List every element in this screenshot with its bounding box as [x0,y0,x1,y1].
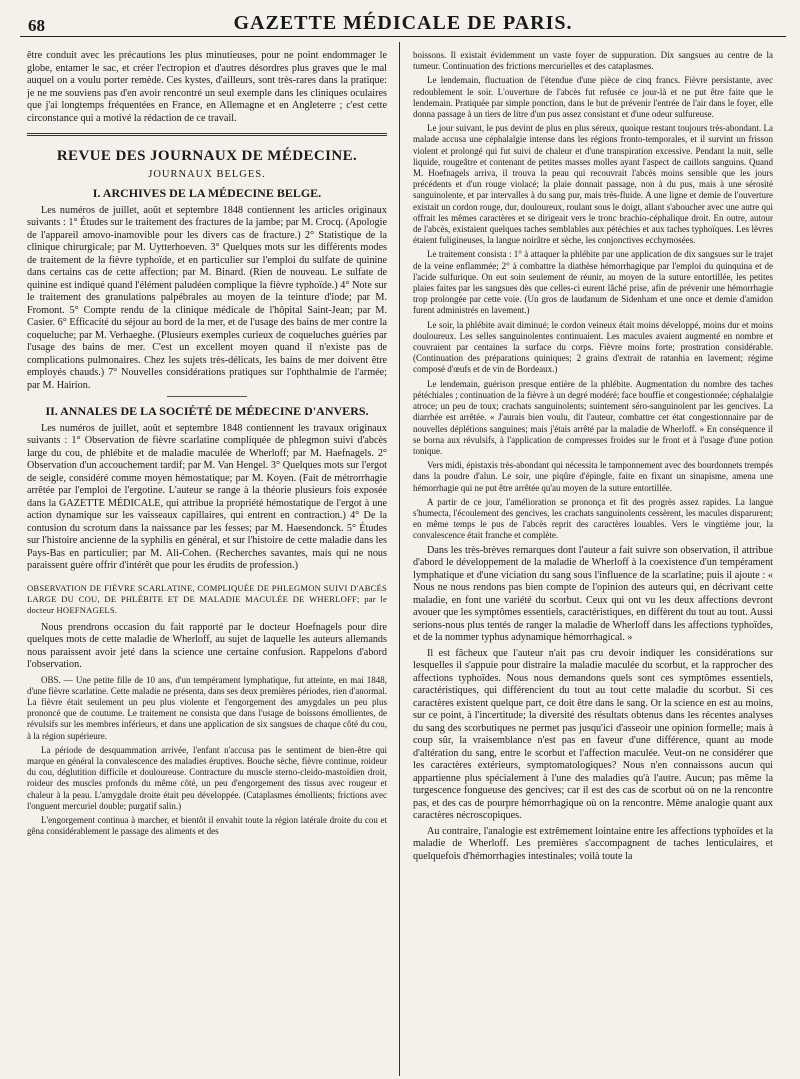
right-paragraph-1: boissons. Il existait évidemment un vaste foyer de suppuration. Dix sangsues au centre de la tumeur. Continuation des frictions mercurielles et des cataplasmes. [413,50,773,72]
observation-paragraph-2: La période de desquammation arrivée, l'enfant n'accusa pas le sentiment de bien-être qui marque en général la convalescence des maladies éruptives. Bouche sèche, fièvre continue, roideur du cou, déglutition difficile et douloureuse. Contracture du muscle sterno-cleido-mastoïdien droit, roideur des muscles profonds du même côté, un peu d'engorgement des tissus avec rougeur et chaleur à la peau. L'amygdale droite était peu développée. (Cataplasmes émollients; frictions avec l'onguent mercuriel double; purgatif salin.) [27,744,387,811]
annales-text: Les numéros de juillet, août et septembre 1848 contiennent les travaux originaux suivants : 1° Observation de fièvre scarlatine compliquée de phlegmon suivi d'abcès large du cou, de phlébite et de maladie maculée de Wherloff; par M. Haefnagels. 2° Observation d'un accouchement tardif; par M. Van Hengel. 3° Quelques mots sur l'ergot de seigle, considéré comme moyen hémostatique; par M. Koyen. (Fait de métrorrhagie arrêtée par l'emploi de l'ergotine. L'auteur se range à la théorie plusieurs fois exposée dans la GAZETTE MÉDICALE, qui attribue la propriété hémostatique de l'ergot à une action dynamique sur les vaisseaux capillaires, qui entrent en contraction.) 4° De la contusion du scrotum dans la naissance par les fesses; par M. Haesendonck. 5° Études sur l'histoire ancienne de la syphilis en général, et sur l'histoire de cette maladie dans les Pays-Bas en particulier; par M. Ali-Cohen. (Recherches savantes, mais qui ne nous paraissent guère offrir d'intérêt que pour les érudits de profession.) [27,422,387,571]
intro-paragraph: être conduit avec les précautions les plus minutieuses, pour ne point endommager le globe, entamer le sac, et créer l'ectropion et d'autres désordres plus graves que le mal auquel on a voulu porter remède. Ces kystes, d'ailleurs, sont très-rares dans la pratique: je ne me souviens pas d'en avoir rencontré un seul exemple dans les cliniques oculaires que j'ai longtemps fréquentées en France, en Allemagne et en Angleterre ; c'est cette circonstance qui a motivé la rédaction de ce travail. [27,50,387,124]
right-paragraph-7: Vers midi, épistaxis très-abondant qui nécessita le tamponnement avec des bourdonnets trempés dans la poudre d'alun. Le soir, une piqûre d'épingle, faite en fixant un sinapisme, amena une hémorrhagie qui ne put être arrêtée qu'au moyen de la suture entortillée. [413,460,773,493]
column-divider [399,42,400,1076]
right-paragraph-9: Dans les très-brèves remarques dont l'auteur a fait suivre son observation, il attribue d'abord le développement de la maladie de Wherloff à la coexistence d'un tempérament lymphatique et d'une viciation du sang sous l'influence de la scarlatine; puis il ajoute : « Nous ne nous rendons pas bien compte de l'opinion des auteurs qui, en décrivant cette maladie, en font une variété du scorbut. Ceux qui ont vu les deux affections devront avouer que les symptômes essentiels, caractéristiques, en diffèrent du tout au tout. Aussi serions-nous plus tentés de ranger la maladie de Wherloff dans les affections typhoïdes, et de la nommer typhus adynamique hémorrhagical. » [413,544,773,644]
observation-title: OBSERVATION DE FIÈVRE SCARLATINE, COMPLIQUÉE DE PHLEGMON SUIVI D'ABCÈS LARGE DU COU, DE PHLÉBITE ET DE MALADIE MACULÉE DE WHERLOFF; par le docteur HOEFNAGELS. [27,582,387,615]
observation-paragraph-1: OBS. — Une petite fille de 10 ans, d'un tempérament lymphatique, fut atteinte, en mai 1848, d'une fièvre scarlatine. Cette maladie ne présenta, dans ses deux premières périodes, rien d'anormal. La fièvre était seulement un peu plus violente et l'engorgement des amygdales un peu plus prononcé que de coutume. Le traitement ne consista que dans l'usage de boissons émollientes, de révulsifs sur les membres inférieurs, et dans une application de six sangsues de chaque côté du cou, à la région supérieure. [27,674,387,741]
section-divider [27,133,387,136]
revue-title: REVUE DES JOURNAUX DE MÉDECINE. [56,148,358,164]
right-paragraph-10: Il est fâcheux que l'auteur n'ait pas cru devoir indiquer les considérations sur lesquelles il s'appuie pour distraire la maladie maculée du scorbut, et la rapprocher des affections typhoïdes. Nous nous demandons quels sont ces symptômes essentiels, caractéristiques, qui différencient du tout au tout cette maladie du scorbut. Si ces caractères existent quelque part, ce doit être dans le sang. Or la science en est au moins, sur ce point, à l'incertitude; la diversité des résultats obtenus dans les récentes analyses du sang des scorbutiques ne permet pas jusqu'ici d'asseoir une opinion formelle; mais à coup sûr, la vraisemblance n'est pas en faveur d'une différence, quant au mode d'altération du sang, entre le scorbut et l'affection maculée. Veut-on ne considérer que les caractères extérieurs, symptomatologiques? Nous n'en connaissons aucun qui appartienne plus spécialement à l'une des maladies qu'à l'autre. Aucun; pas même la turgescence fongueuse des gencives; car il est des cas de scorbut où on ne la rencontre pas, et des cas de pourpre hémorrhagique où on la rencontre. Même analogie quant aux caractères nécroscopiques. [413,647,773,822]
right-paragraph-8: A partir de ce jour, l'amélioration se prononça et fit des progrès assez rapides. La langue s'humecta, l'écoulement des gencives, les crachats sanguinolents cessèrent, les macules disparurent; en même temps le pus de l'abcès reprit des caractères louables. Vers le vingtième jour, la convalescence était franche et complète. [413,496,773,541]
left-column [27,50,387,1074]
right-paragraph-11: Au contraire, l'analogie est extrêmement lointaine entre les affections typhoïdes et la maladie de Wherloff. Les premières s'accompagnent de taches lenticulaires, et quelquefois d'hémorrhagies intestinales; voilà toute la [413,825,773,862]
archives-heading: I. ARCHIVES DE LA MÉDECINE BELGE. [92,186,322,200]
right-paragraph-6: Le lendemain, guérison presque entière de la phlébite. Augmentation du nombre des taches pétéchiales ; continuation de la fièvre à un degré modéré; face bouffie et congestionnée; céphalalgie atroce; un peu de toux; crachats sanguinolents; suintement séro-sanguinolent par les gencives. La diarrhée est arrêtée. « J'aurais bien voulu, dit l'auteur, combattre cet état congestionnaire par de nouvelles déplétions sanguines; mais j'étais arrêté par la maladie de Wherloff. » En conséquence il se borna aux révulsifs, à l'application de compresses froides sur le front et à l'usage d'une potion tonique. [413,378,773,456]
right-paragraph-5: Le soir, la phlébite avait diminué; le cordon veineux était moins développé, moins dur et moins douloureux. Les selles sanguinolentes continuaient. Les macules avaient augmenté en nombre et couvraient par centaines la surface du corps. Fièvre moins forte; prostration considérable. (Continuation des préparations quiniques; 2 grains d'extrait de ratanhia en lavement; régime composé d'œufs et de vin de Bordeaux.) [413,319,773,375]
right-column [413,50,773,1074]
right-paragraph-4: Le traitement consista : 1° à attaquer la phlébite par une application de dix sangsues sur le trajet de la veine enflammée; 2° à combattre la diathèse hémorrhagique par l'emploi du quinquina et de l'acide sulfurique. On eut soin seulement de réunir, au moyen de la suture entortillée, les petites plaies faites par les sangsues dès que celles-ci eurent lâché prise, afin de prévenir une hémorrhagie trop prolongée par cette voie. (Un gros de laudanum de Sidenham et une once et demie d'amidon furent administrés en lavement.) [413,249,773,316]
observation-paragraph-3: L'engorgement continua à marcher, et bientôt il envahit toute la région latérale droite du cou et gêna considérablement le passage des aliments et des [27,814,387,837]
right-paragraph-3: Le jour suivant, le pus devint de plus en plus séreux, quoique restant toujours très-abondant. La malade accusa une céphalalgie intense dans les régions fronto-temporales, et il survint un frisson violent et prolongé qui fut suivi de chaleur et d'une transpiration excessive. Pendant la nuit, selle liquide, rougeâtre et contenant de petites masses molles ayant l'aspect de caillots sanguins. Quand M. Hoefnagels arriva, il trouva la peau qui recouvrait l'abcès moins sensible que les jours précédents et d'un rouge violacé; la plaie donnait passage, non à du pus, mais à une sérosité sanguinolente, et par intervalles à du sang pur, mais très-fluide. A une ligne et demie de l'ouverture existait un cordon rouge, dur, douloureux, roulant sous le doigt, allant s'aboucher avec une autre qui offrait les mêmes caractères et se dirigeait vers le tronc brachio-céphalique droit. En outre, autour de l'abcès, existaient quelques taches semblables aux pétéchies et aux taches typhoïques. Les lèvres étaient fuligineuses, la langue noirâtre et sèche, les conjonctives ecchymosées. [413,123,773,246]
journaux-belges-heading: JOURNAUX BELGES. [148,168,266,180]
page-number: 68 [28,16,45,35]
short-rule [167,396,247,397]
archives-text: Les numéros de juillet, août et septembre 1848 contiennent les articles originaux suivants : 1° Études sur le traitement des fractures de la jambe; par M. Crocq. (Apologie de l'appareil amovo-inamovible pour les divers cas de fracture.) 2° Statistique de la clinique chirurgicale; par M. Uytterhoeven. 3° Quelques mots sur les différents modes de traitement de la fièvre typhoïde, et en particulier sur l'emploi du sulfate de quinine dans certains cas de cette affection; par M. Binard. (Rien de nouveau. Le sulfate de quinine est indiqué quand l'élément paludéen complique la fièvre typhoïde.) 4° Note sur le traitement des granulations palpébrales au moyen de la teinture d'iode; par M. Fromont. 5° Compte rendu de la clinique médicale de l'hôpital Saint-Jean; par M. Casier. 6° Efficacité du séjour au bord de la mer, et de l'usage des bains de mer contre la coqueluche; par M. Verhaeghe. (Plusieurs exemples curieux de coqueluches guéries par l'usage des bains de mer. C'est un excellent moyen quand il n'existe pas de complications pulmonaires. Chez les sujets très-délicats, les bains de mer doivent être employés chauds.) 7° Nouvelles considérations pratiques sur l'ophthalmie de l'armée; par M. Hairion. [27,204,387,391]
observation-intro: Nous prendrons occasion du fait rapporté par le docteur Hoefnagels pour dire quelques mots de cette maladie de Wherloff, au sujet de laquelle les auteurs allemands nous paraissent avoir jeté dans la science une certaine confusion. Rappelons d'abord l'observation. [27,621,387,670]
journal-title: GAZETTE MÉDICALE DE PARIS. [233,12,573,34]
annales-heading: II. ANNALES DE LA SOCIÉTÉ DE MÉDECINE D'ANVERS. [45,404,369,418]
page-header [20,6,786,37]
right-paragraph-2: Le lendemain, fluctuation de l'étendue d'une pièce de cinq francs. Fièvre persistante, avec redoublement le soir. L'ouverture de l'abcès fut refusée ce jour-là et ne put être faite que le lendemain. Pratiquée par simple ponction, dans le but de prévenir l'entrée de l'air dans le foyer, elle donna passage à un tiers de litre d'un pus assez consistant et d'une odeur sulfureuse. [413,75,773,120]
